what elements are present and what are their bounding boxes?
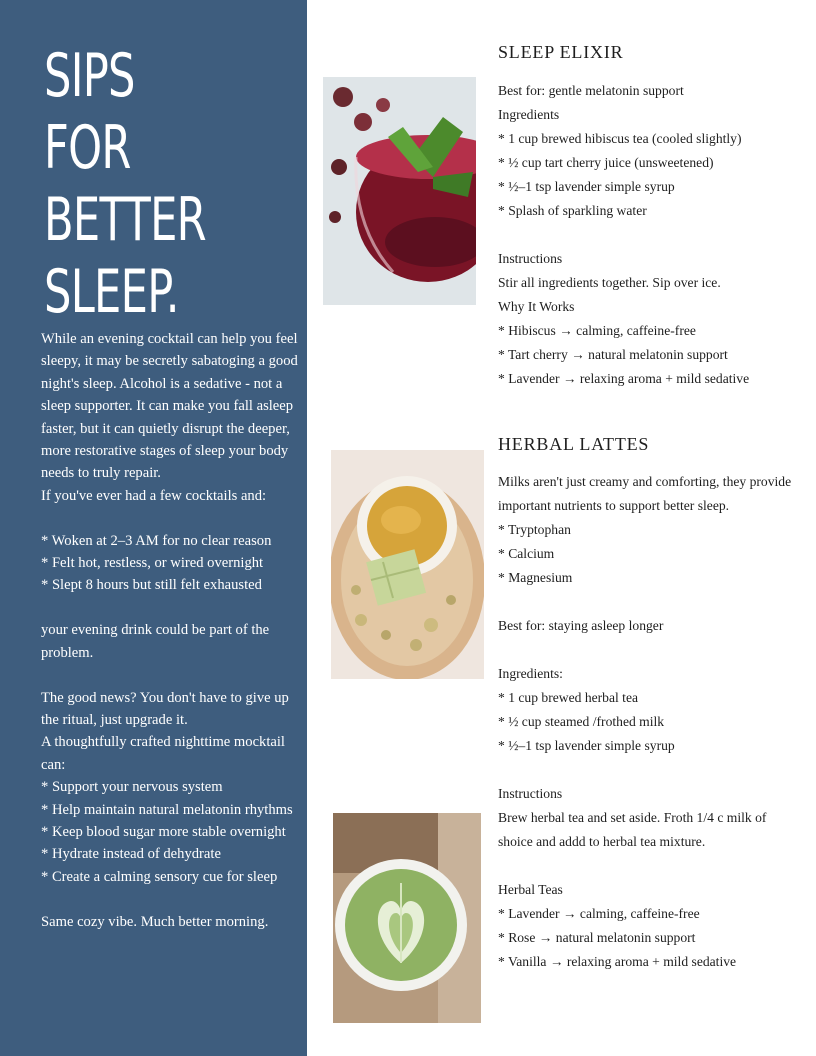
title-line-3: BETTER (44, 185, 206, 255)
title-line-2: FOR (44, 113, 131, 183)
title-line-1: SIPS (44, 41, 135, 111)
sleep-elixir-recipe: Best for: gentle melatonin support Ingredients * 1 cup brewed hibiscus tea (cooled slightly) * ½ cup tart cherry juice (unsweetened) * ½–1 tsp lavender simple syrup * Splash of sparkling water Instructions Stir all ingredients together. Sip over ice. Why It Works * Hibiscus → calming, caffeine-free * Tart cherry → natural melatonin support * Lavender → relaxing aroma + mild sedative (498, 83, 750, 386)
hibiscus-drink-photo (323, 77, 476, 305)
herbal-lattes-heading: HERBAL LATTES (498, 434, 650, 454)
page-title (44, 40, 206, 328)
sleep-elixir-heading: SLEEP ELIXIR (498, 42, 624, 62)
intro-text: While an evening cocktail can help you feel sleepy, it may be secretly sabatoging a good night's sleep. Alcohol is a sedative - not a sleep supporter. It can make you fall asleep faster, but it can quietly disrupt the deeper, more restorative stages of sleep your body needs to truly repair. If you've ever had a few cocktails and: * Woken at 2–3 AM for no clear reason * Felt hot, restless, or wired overnight * Slept 8 hours but still felt exhausted your evening drink could be part of the problem. The good news? You don't have to give up the ritual, just upgrade it. A thoughtfully crafted nighttime mocktail can: * Support your nervous system * Help maintain natural melatonin rhythms * Keep blood sugar more stable overnight * Hydrate instead of dehydrate * Create a calming sensory cue for sleep Same cozy vibe. Much better morning. (41, 331, 298, 930)
sidebar-panel (0, 0, 307, 1056)
matcha-latte-photo (333, 813, 481, 1023)
title-line-4: SLEEP. (44, 257, 179, 327)
herbal-lattes-recipe: Milks aren't just creamy and comforting, they provide important nutrients to support better sleep. * Tryptophan * Calcium * Magnesium Best for: staying asleep longer Ingredients: * 1 cup brewed herbal tea * ½ cup steamed /frothed milk * ½–1 tsp lavender simple syrup Instructions Brew herbal tea and set aside. Froth 1/4 c milk of shoice and addd to herbal tea mixture. Herbal Teas * Lavender → calming, caffeine-free * Rose → natural melatonin support * Vanilla → relaxing aroma + mild sedative (498, 474, 792, 969)
herbal-tea-photo (331, 450, 484, 679)
